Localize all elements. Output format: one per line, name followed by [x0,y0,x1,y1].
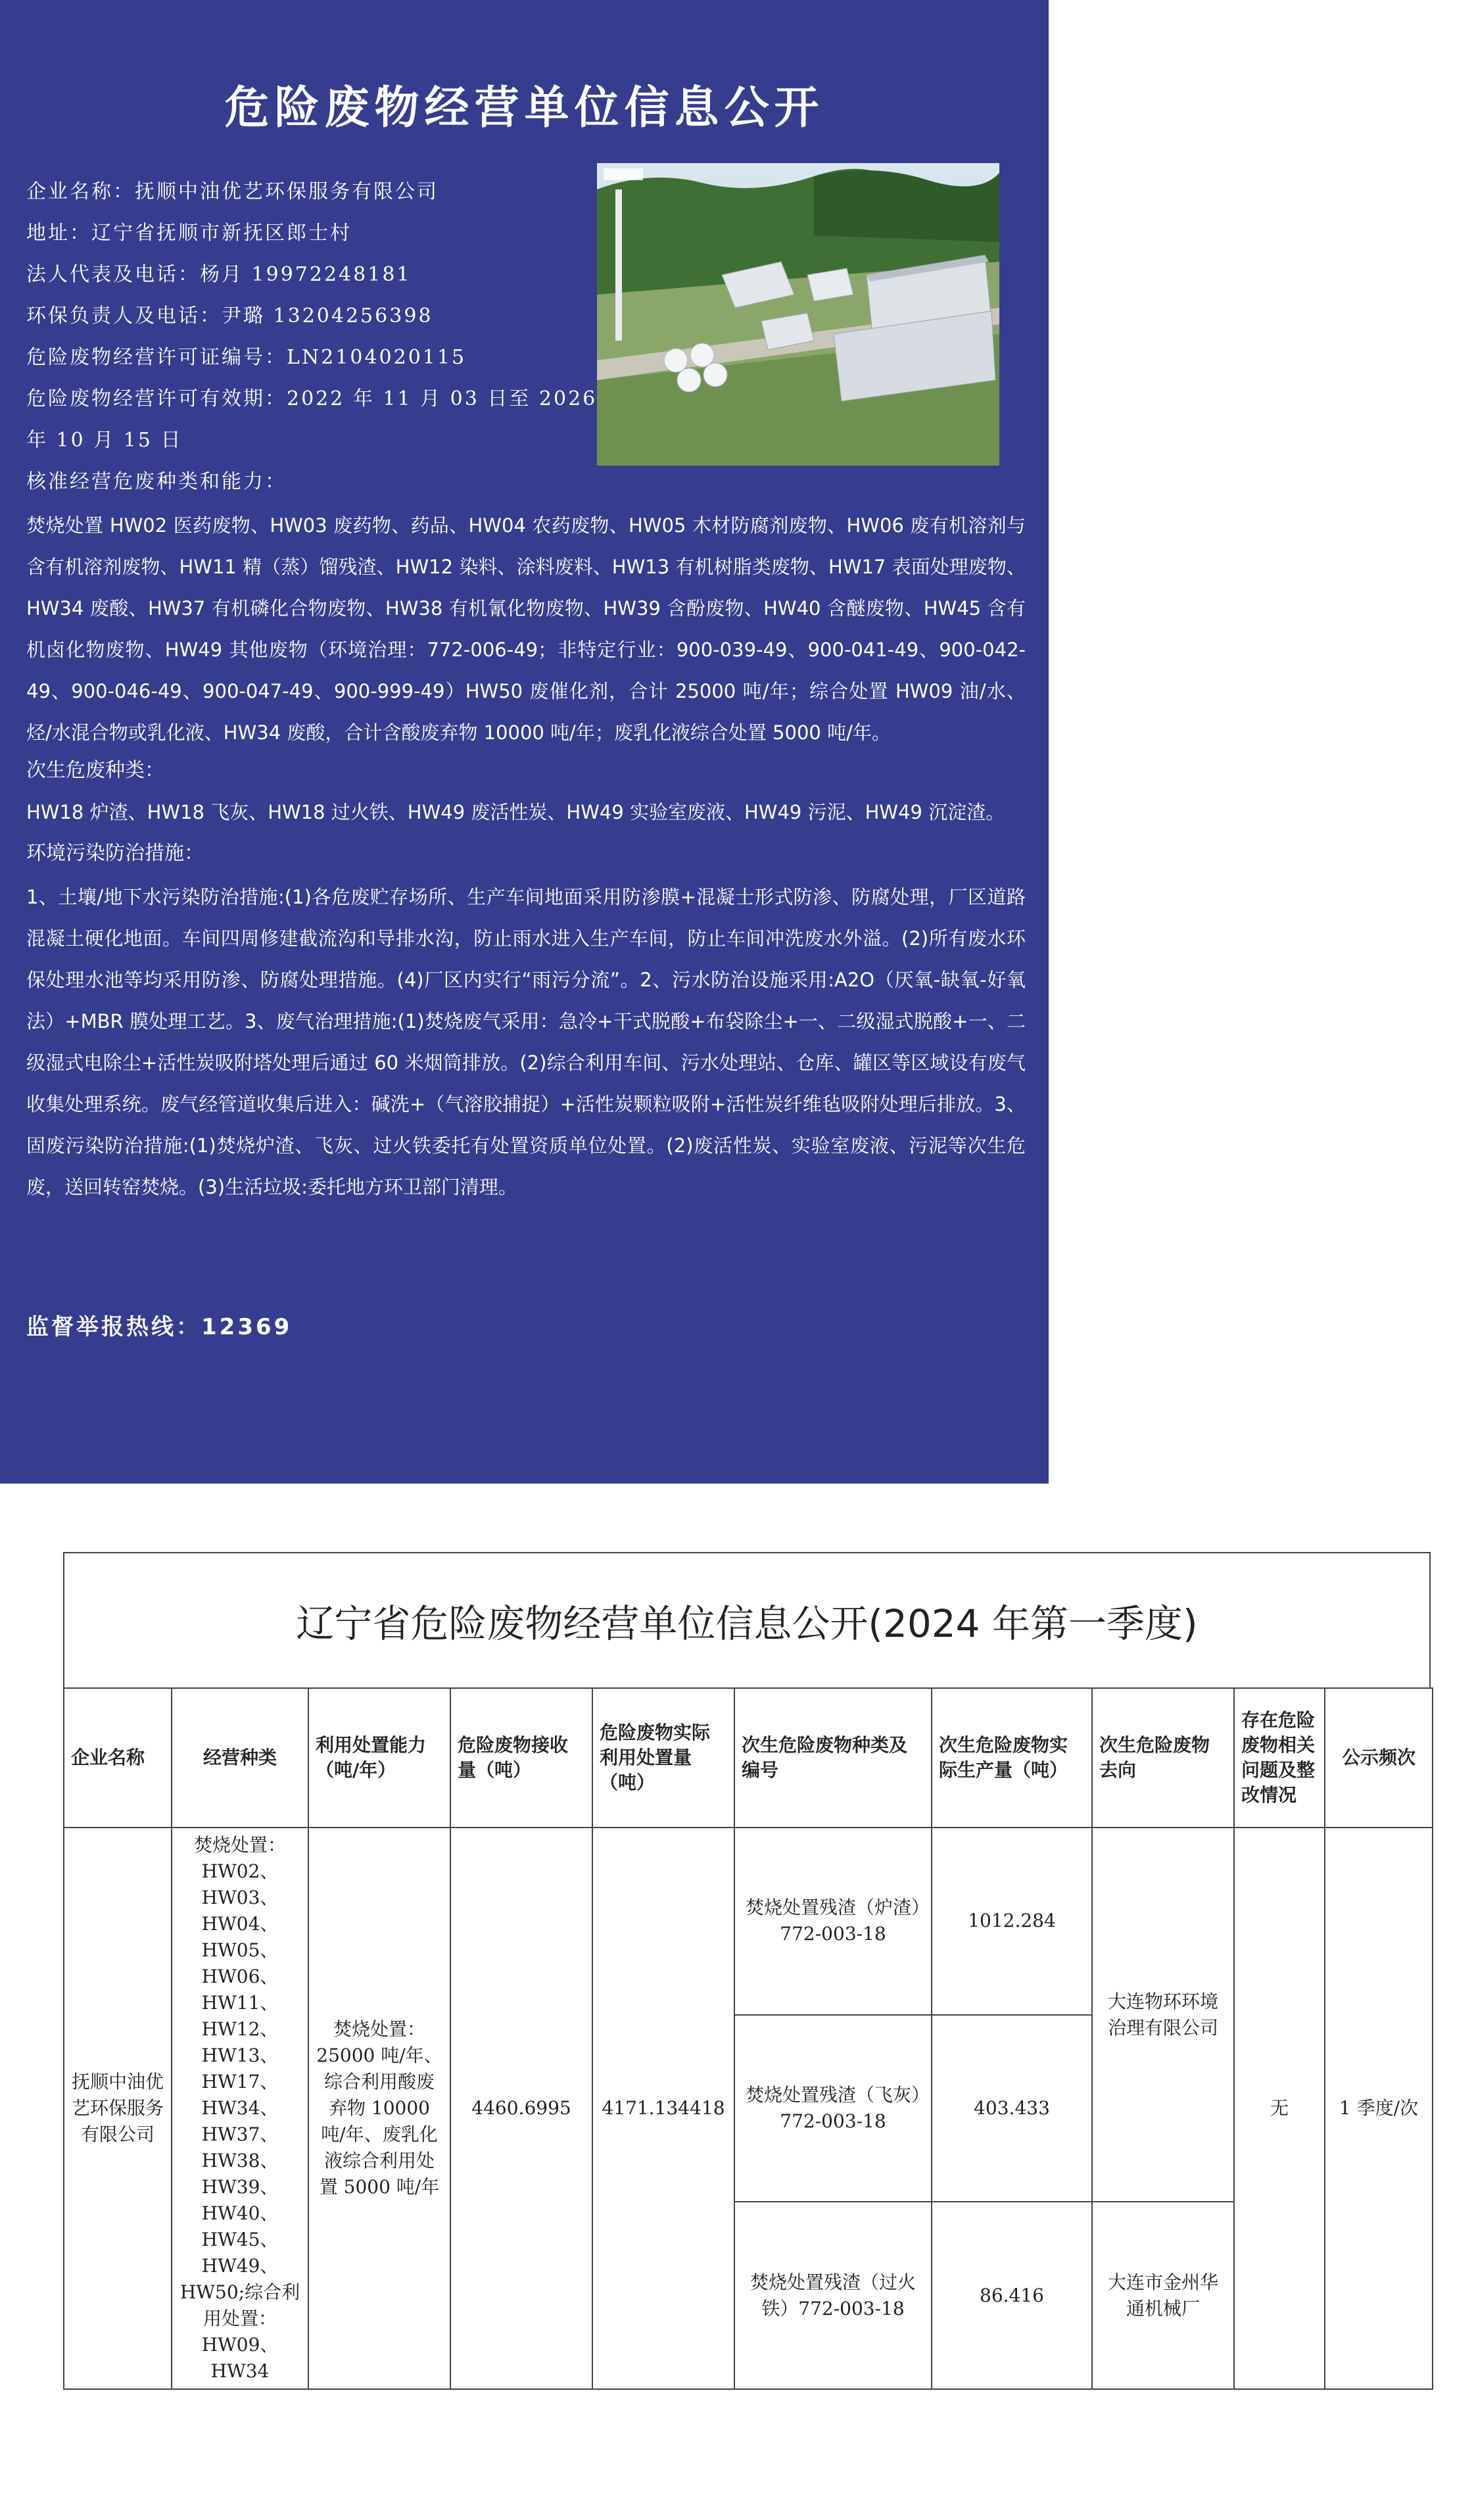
header-row [64,1688,1433,1828]
destination-cell: 大连物环环境治理有限公司 [1092,1828,1234,2202]
license-validity-line: 危险废物经营许可有效期：2022 年 11 月 03 日至 2026 [26,387,598,410]
header-secondary-type: 次生危险废物种类及编号 [734,1688,932,1828]
report-table [63,1552,1432,2382]
env-contact-line: 环保负责人及电话：尹璐 13204256398 [26,304,433,327]
legal-rep-line: 法人代表及电话：杨月 19972248181 [26,263,412,286]
secondary-amount-cell: 1012.284 [932,1828,1092,2015]
company-cell: 抚顺中油优艺环保服务有限公司 [64,1828,172,2389]
approved-text: 焚烧处置 HW02 医药废物、HW03 废药物、药品、HW04 农药废物、HW05 木材防腐剂废物、HW06 废有机溶剂与含有机溶剂废物、HW11 精（蒸）馏残渣、HW12 染料、涂料废料、HW13 有机树脂类废物、HW17 表面处理废物、HW34 废酸、HW37 有机磷化合物废物、HW38 有机氰化物废物、HW39 含酚废物、HW40 含醚废物、HW45 含有机卤化物废物、HW49 其他废物（环境治理：772-006-49；非特定行业：900-039-49、900-041-49、900-042-49、900-046-49、900-047-49、900-999-49）HW50 废催化剂，合计 25000 吨/年；综合处置 HW09 油/水、烃/水混合物或乳化液、HW34 废酸，合计含酸废弃物 10000 吨/年；废乳化液综合处置 5000 吨/年。 [26,514,1026,744]
frequency-cell: 1 季度/次 [1325,1828,1433,2389]
address-line: 地址：辽宁省抚顺市新抚区郎士村 [26,222,352,245]
header-business-types: 经营种类 [172,1688,308,1828]
approved-heading: 核准经营危废种类和能力： [26,470,287,493]
business-types-cell: 焚烧处置：HW02、HW03、HW04、HW05、HW06、HW11、HW12、HW13、HW17、HW34、HW37、HW38、HW39、HW40、HW45、HW49、HW50;综合利用处置：HW09、HW34 [172,1828,308,2389]
company-name-line: 企业名称：抚顺中油优艺环保服务有限公司 [26,180,439,203]
secondary-amount-cell: 86.416 [932,2202,1092,2389]
secondary-type-cell: 焚烧处置残渣（过火铁）772-003-18 [734,2202,932,2389]
measures-heading: 环境污染防治措施： [26,842,204,865]
header-issues: 存在危险废物相关问题及整改情况 [1234,1688,1325,1828]
destination-cell: 大连市金州华通机械厂 [1092,2202,1234,2389]
header-frequency: 公示频次 [1325,1688,1433,1828]
hotline: 监督举报热线：12369 [26,1314,293,1340]
secondary-amount-cell: 403.433 [932,2015,1092,2202]
received-cell: 4460.6995 [450,1828,592,2389]
header-processed: 危险废物实际利用处置量（吨） [592,1688,734,1828]
header-company: 企业名称 [64,1688,172,1828]
header-received: 危险废物接收量（吨） [450,1688,592,1828]
header-capacity: 利用处置能力（吨/年） [308,1688,450,1828]
license-number-line: 危险废物经营许可证编号：LN2104020115 [26,346,467,369]
secondary-heading: 次生危废种类： [26,759,164,782]
panel-title: 危险废物经营单位信息公开 [224,82,824,134]
report-title: 辽宁省危险废物经营单位信息公开(2024 年第一季度) [63,1552,1431,1689]
capacity-cell: 焚烧处置：25000 吨/年、综合利用酸废弃物 10000 吨/年、废乳化液综合利用处置 5000 吨/年 [308,1828,450,2389]
processed-cell: 4171.134418 [592,1828,734,2389]
measures-text: 1、土壤/地下水污染防治措施:(1)各危废贮存场所、生产车间地面采用防渗膜+混凝士形式防渗、防腐处理，厂区道路混凝土硬化地面。车间四周修建截流沟和导排水沟，防止雨水进入生产车间，防止车间冲洗废水外溢。(2)所有废水环保处理水池等均采用防渗、防腐处理措施。(4)厂区内实行“雨污分流”。2、污水防治设施采用:A2O（厌氧-缺氧-好氧法）+MBR 膜处理工艺。3、废气治理措施:(1)焚烧废气采用：急冷+干式脱酸+布袋除尘+一、二级湿式脱酸+一、二级湿式电除尘+活性炭吸附塔处理后通过 60 米烟筒排放。(2)综合利用车间、污水处理站、仓库、罐区等区域设有废气收集处理系统。废气经管道收集后进入：碱洗+（气溶胶捕捉）+活性炭颗粒吸附+活性炭纤维毡吸附处理后排放。3、固废污染防治措施:(1)焚烧炉渣、飞灰、过火铁委托有处置资质单位处置。(2)废活性炭、实验室废液、污泥等次生危废，送回转窑焚烧。(3)生活垃圾:委托地方环卫部门清理。 [26,886,1026,1198]
table-row [64,1828,1433,2015]
info-panel [0,0,1049,1484]
secondary-text: HW18 炉渣、HW18 飞灰、HW18 过火铁、HW49 废活性炭、HW49 实验室废液、HW49 污泥、HW49 沉淀渣。 [26,801,1005,823]
secondary-type-cell: 焚烧处置残渣（飞灰）772-003-18 [734,2015,932,2202]
info-table [63,1687,1433,2390]
plant-aerial-photo [597,163,999,466]
header-destination: 次生危险废物去向 [1092,1688,1234,1828]
secondary-type-cell: 焚烧处置残渣（炉渣）772-003-18 [734,1828,932,2015]
issues-cell: 无 [1234,1828,1325,2389]
header-secondary-amount: 次生危险废物实际生产量（吨） [932,1688,1092,1828]
license-validity-line-2: 年 10 月 15 日 [26,429,183,452]
